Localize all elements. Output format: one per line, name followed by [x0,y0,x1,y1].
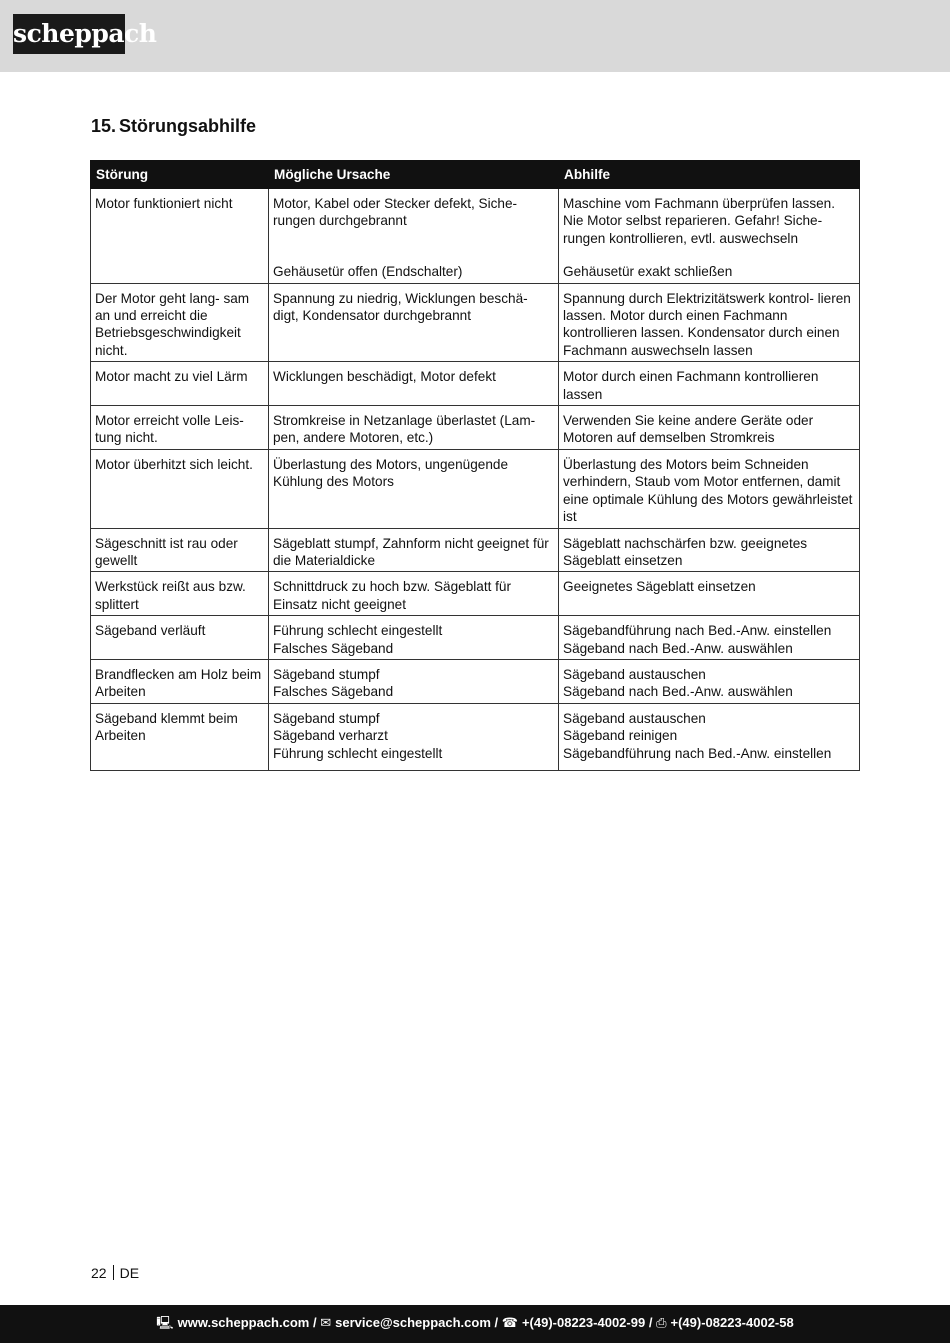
cause-line: Sägeband stumpf [273,710,380,726]
cause-cell: Sägeblatt stumpf, Zahnform nicht geeignet für die Materialdicke [269,528,559,572]
remedy-line: Sägebandführung nach Bed.-Anw. einstellen [563,745,832,761]
cause-line: Falsches Sägeband [273,684,394,700]
problem-cell: Motor macht zu viel Lärm [91,362,269,406]
troubleshooting-table-wrapper [90,160,859,771]
remedy-cell: Sägeblatt nachschärfen bzw. geeignetes Sägeblatt einsetzen [559,528,860,572]
cause-line: Führung schlecht eingestellt [273,745,443,761]
remedy-line: Sägeband nach Bed.-Anw. auswählen [563,684,793,700]
section-heading [91,116,256,137]
remedy-cell: Maschine vom Fachmann überprüfen lassen. Nie Motor selbst reparieren. Gefahr! Siche- rungen kontrollieren, evtl. auswechseln [559,189,860,256]
table-row [91,406,860,450]
computer-icon: 🖳 [156,1315,174,1330]
problem-cell: Werkstück reißt aus bzw. splittert [91,572,269,616]
footer-fax: +(49)-08223-4002-58 [670,1315,794,1330]
contact-footer-bar [0,1305,950,1343]
footer-website[interactable]: www.scheppach.com [177,1315,310,1330]
table-row [91,283,860,362]
remedy-cell: Geeignetes Sägeblatt einsetzen [559,572,860,616]
remedy-cell [559,616,860,660]
header-remedy: Abhilfe [559,161,860,189]
page-number: 22 [91,1265,107,1281]
problem-cell: Der Motor geht lang- sam an und erreicht die Betriebsgeschwindigkeit nicht. [91,283,269,362]
header-band [0,0,950,72]
cause-cell: Wicklungen beschädigt, Motor defekt [269,362,559,406]
remedy-cell [559,703,860,770]
footer-email[interactable]: service@scheppach.com [335,1315,491,1330]
table-row [91,572,860,616]
cause-line: Sägeband stumpf [273,666,380,682]
problem-cell: Brandflecken am Holz beim Arbeiten [91,659,269,703]
table-row [91,362,860,406]
footer-phone: +(49)-08223-4002-99 [521,1315,646,1330]
remedy-line: Sägeband austauschen [563,710,706,726]
cause-cell: Motor, Kabel oder Stecker defekt, Siche- rungen durchgebrannt [269,189,559,256]
problem-cell: Sägeband verläuft [91,616,269,660]
table-row [91,528,860,572]
footer-separator: / [312,1315,317,1330]
problem-cell: Sägeband klemmt beim Arbeiten [91,703,269,770]
remedy-cell: Verwenden Sie keine andere Geräte oder Motoren auf demselben Stromkreis [559,406,860,450]
email-icon: ✉ [320,1315,332,1330]
remedy-cell: Gehäusetür exakt schließen [559,255,860,283]
troubleshooting-table [90,160,860,771]
table-row [91,189,860,256]
cause-line: Führung schlecht eingestellt [273,623,443,639]
problem-cell: Motor erreicht volle Leis- tung nicht. [91,406,269,450]
cause-cell: Gehäusetür offen (Endschalter) [269,255,559,283]
language-code: DE [119,1265,140,1281]
remedy-cell: Motor durch einen Fachmann kontrollieren lassen [559,362,860,406]
cause-cell: Spannung zu niedrig, Wicklungen beschä- digt, Kondensator durchgebrannt [269,283,559,362]
remedy-cell: Überlastung des Motors beim Schneiden verhindern, Staub vom Motor entfernen, damit eine optimale Kühlung des Motors gewährleistet ist [559,449,860,528]
section-number: 15. [91,116,117,136]
problem-cell: Sägeschnitt ist rau oder gewellt [91,528,269,572]
table-row [91,449,860,528]
page-footer-number [91,1265,139,1281]
remedy-line: Sägebandführung nach Bed.-Anw. einstellen [563,623,832,639]
remedy-cell: Spannung durch Elektrizitätswerk kontrol- lieren lassen. Motor durch einen Fachmann kontrollieren lassen. Kondensator durch einen Fachmann auswechseln lassen [559,283,860,362]
scheppach-logo: scheppach [13,14,125,54]
cause-cell: Stromkreise in Netzanlage überlastet (Lam- pen, andere Motoren, etc.) [269,406,559,450]
remedy-cell [559,659,860,703]
table-header-row [91,161,860,189]
table-row [91,703,860,770]
footer-separator: / [648,1315,653,1330]
problem-cell: Motor funktioniert nicht [91,189,269,284]
table-row [91,659,860,703]
cause-cell: Überlastung des Motors, ungenügende Kühlung des Motors [269,449,559,528]
header-cause: Mögliche Ursache [269,161,559,189]
section-title: Störungsabhilfe [119,116,257,136]
cause-cell [269,659,559,703]
remedy-line: Sägeband nach Bed.-Anw. auswählen [563,640,793,656]
remedy-line: Sägeband austauschen [563,666,706,682]
cause-cell: Schnittdruck zu hoch bzw. Sägeblatt für Einsatz nicht geeignet [269,572,559,616]
cause-cell [269,616,559,660]
header-problem: Störung [91,161,269,189]
table-row [91,616,860,660]
remedy-line: Sägeband reinigen [563,728,678,744]
cause-cell [269,703,559,770]
problem-cell: Motor überhitzt sich leicht. [91,449,269,528]
phone-icon: ☎ [501,1315,518,1330]
footer-separator: / [494,1315,499,1330]
page-separator [113,1265,114,1280]
fax-icon: ⎙ [656,1315,667,1330]
cause-line: Falsches Sägeband [273,640,394,656]
cause-line: Sägeband verharzt [273,728,388,744]
